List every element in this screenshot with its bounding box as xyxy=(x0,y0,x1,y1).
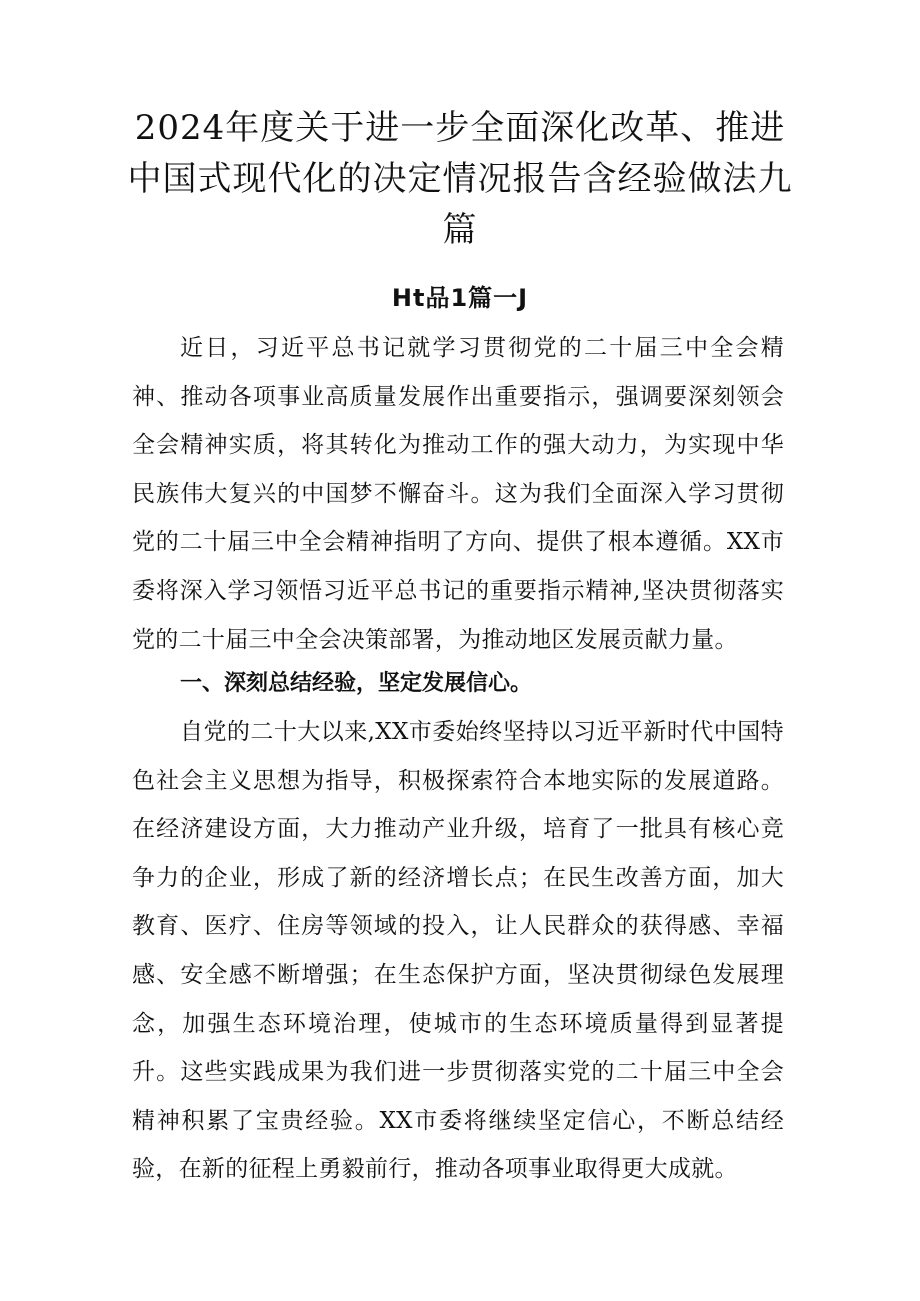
paragraph-intro: 近日，习近平总书记就学习贯彻党的二十届三中全会精神、推动各项事业高质量发展作出重要指示，强调要深刻领会全会精神实质，将其转化为推动工作的强大动力，为实现中华民族伟大复兴的中国梦不懈奋斗。这为我们全面深入学习贯彻党的二十届三中全会精神指明了方向、提供了根本遵循。XX市委将深入学习领悟习近平总书记的重要指示精神,坚决贯彻落实党的二十届三中全会决策部署，为推动地区发展贡献力量。 xyxy=(132,335,784,653)
section-label: Ht品1篇一J xyxy=(391,284,529,312)
paragraph-experience: 自党的二十大以来,XX市委始终坚持以习近平新时代中国特色社会主义思想为指导，积极探索符合本地实际的发展道路。在经济建设方面，大力推动产业升级，培育了一批具有核心竞争力的企业，形成了新的经济增长点；在民生改善方面，加大教育、医疗、住房等领域的投入，让人民群众的获得感、幸福感、安全感不断增强；在生态保护方面，坚决贯彻绿色发展理念，加强生态环境治理，使城市的生态环境质量得到显著提升。这些实践成果为我们进一步贯彻落实党的二十届三中全会精神积累了宝贵经验。XX市委将继续坚定信心，不断总结经验，在新的征程上勇毅前行，推动各项事业取得更大成就。 xyxy=(132,719,784,1183)
section-heading: 一、深刻总结经验，坚定发展信心。 xyxy=(180,671,533,696)
document-title: 2024年度关于进一步全面深化改革、推进中国式现代化的决定情况报告含经验做法九篇 xyxy=(127,108,793,250)
